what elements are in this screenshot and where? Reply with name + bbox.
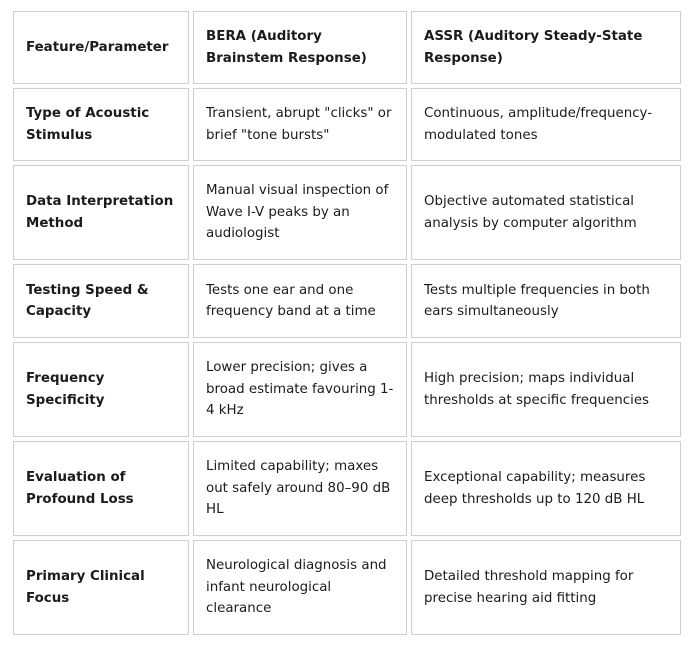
comparison-table-container [9, 7, 685, 639]
row-feature-label: Primary Clinical Focus [13, 540, 189, 635]
header-bera: BERA (Auditory Brainstem Response) [193, 11, 407, 84]
table-row [13, 540, 681, 635]
header-feature: Feature/Parameter [13, 11, 189, 84]
row-feature-label: Frequency Specificity [13, 342, 189, 437]
comparison-table [9, 7, 685, 639]
row-bera-value: Tests one ear and one frequency band at a time [193, 264, 407, 338]
row-assr-value: Exceptional capability; measures deep thresholds up to 120 dB HL [411, 441, 681, 536]
row-bera-value: Transient, abrupt "clicks" or brief "tone bursts" [193, 88, 407, 161]
row-bera-value: Lower precision; gives a broad estimate favouring 1-4 kHz [193, 342, 407, 437]
table-row [13, 441, 681, 536]
table-header-row [13, 11, 681, 84]
row-assr-value: Objective automated statistical analysis by computer algorithm [411, 165, 681, 260]
table-row [13, 264, 681, 338]
table-row [13, 88, 681, 161]
row-assr-value: High precision; maps individual thresholds at specific frequencies [411, 342, 681, 437]
row-bera-value: Neurological diagnosis and infant neurological clearance [193, 540, 407, 635]
row-feature-label: Type of Acoustic Stimulus [13, 88, 189, 161]
table-row [13, 342, 681, 437]
row-bera-value: Limited capability; maxes out safely around 80–90 dB HL [193, 441, 407, 536]
row-assr-value: Continuous, amplitude/frequency-modulated tones [411, 88, 681, 161]
header-assr: ASSR (Auditory Steady-State Response) [411, 11, 681, 84]
table-row [13, 165, 681, 260]
row-feature-label: Data Interpretation Method [13, 165, 189, 260]
row-feature-label: Evaluation of Profound Loss [13, 441, 189, 536]
row-bera-value: Manual visual inspection of Wave I-V peaks by an audiologist [193, 165, 407, 260]
row-assr-value: Tests multiple frequencies in both ears simultaneously [411, 264, 681, 338]
row-assr-value: Detailed threshold mapping for precise hearing aid fitting [411, 540, 681, 635]
row-feature-label: Testing Speed & Capacity [13, 264, 189, 338]
